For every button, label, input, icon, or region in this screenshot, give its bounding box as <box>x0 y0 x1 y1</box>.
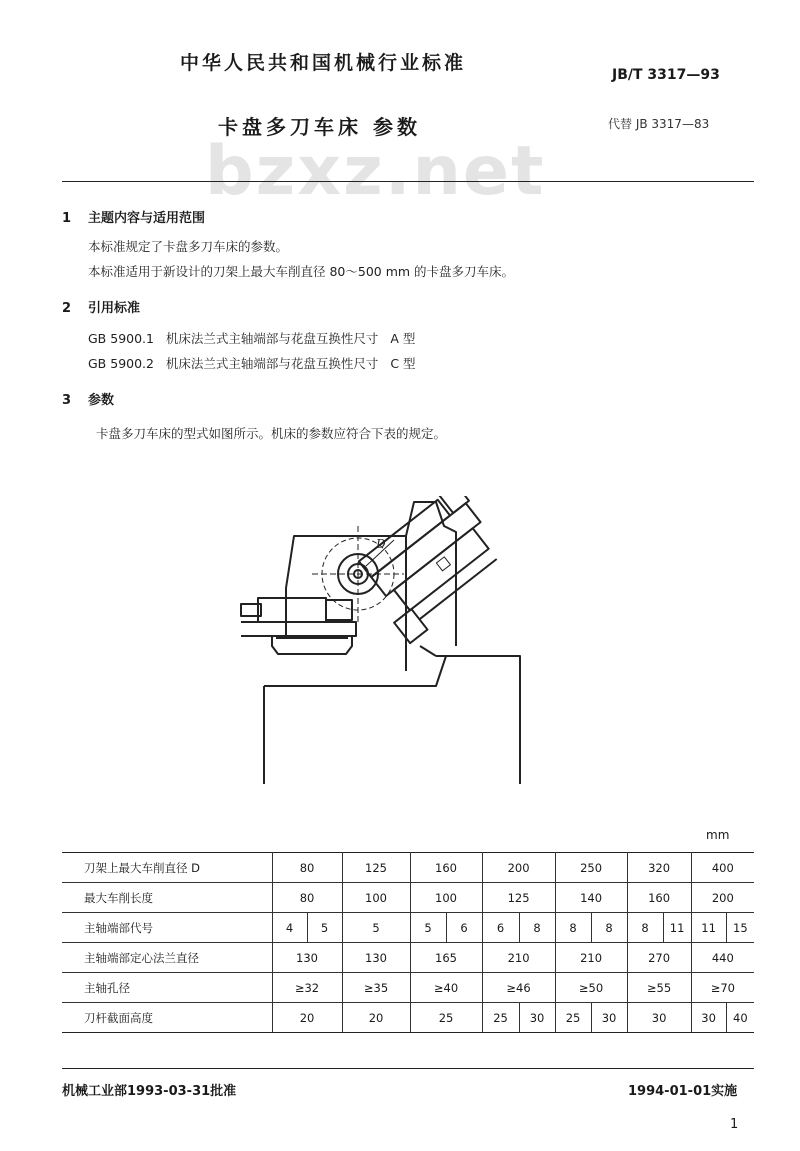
table-cell: 11 <box>663 913 691 943</box>
table-cell: 25 <box>555 1003 591 1033</box>
table-row-spindle-nose-code <box>62 913 754 943</box>
diameter-label: D <box>376 537 386 551</box>
row-label: 刀架上最大车削直径 D <box>62 853 272 883</box>
table-cell: 30 <box>519 1003 555 1033</box>
table-cell: 320 <box>627 853 691 883</box>
table-cell: 40 <box>726 1003 754 1033</box>
effective-date: 1994-01-01实施 <box>628 1084 738 1099</box>
table-cell: 8 <box>519 913 555 943</box>
standard-org-title: 中华人民共和国机械行业标准 <box>180 52 467 74</box>
table-row-max-turning-diameter <box>62 853 754 883</box>
table-cell: 80 <box>272 853 342 883</box>
table-cell: 440 <box>691 943 754 973</box>
table-cell: 15 <box>726 913 754 943</box>
row-label: 主轴孔径 <box>62 973 272 1003</box>
table-cell: ≥32 <box>272 973 342 1003</box>
table-cell: 270 <box>627 943 691 973</box>
table-row-max-turning-length <box>62 883 754 913</box>
table-cell: 165 <box>410 943 482 973</box>
row-label: 刀杆截面高度 <box>62 1003 272 1033</box>
approval-date: 机械工业部1993-03-31批准 <box>62 1084 237 1099</box>
table-cell: 6 <box>446 913 482 943</box>
table-cell: 100 <box>410 883 482 913</box>
table-cell: ≥55 <box>627 973 691 1003</box>
section-1-line-2: 本标准适用于新设计的刀架上最大车削直径 80～500 mm 的卡盘多刀车床。 <box>88 264 515 279</box>
table-cell: ≥35 <box>342 973 410 1003</box>
table-cell: 400 <box>691 853 754 883</box>
table-cell: 4 <box>272 913 307 943</box>
table-cell: 100 <box>342 883 410 913</box>
table-cell: 8 <box>555 913 591 943</box>
table-cell: 30 <box>591 1003 627 1033</box>
reference-standard-2: GB 5900.2 机床法兰式主轴端部与花盘互换性尺寸 C 型 <box>88 356 416 371</box>
table-cell: 5 <box>307 913 342 943</box>
lathe-diagram <box>236 496 536 786</box>
row-label: 主轴端部代号 <box>62 913 272 943</box>
table-cell: 250 <box>555 853 627 883</box>
table-cell: 20 <box>342 1003 410 1033</box>
table-row-flange-diameter <box>62 943 754 973</box>
table-cell: 20 <box>272 1003 342 1033</box>
replaces-standard: 代替 JB 3317—83 <box>608 117 710 131</box>
table-cell: 130 <box>272 943 342 973</box>
row-label: 主轴端部定心法兰直径 <box>62 943 272 973</box>
table-cell: 160 <box>627 883 691 913</box>
table-cell: 6 <box>482 913 519 943</box>
table-cell: 200 <box>482 853 555 883</box>
watermark: bzxz.net <box>205 132 546 211</box>
table-cell: 210 <box>555 943 627 973</box>
section-1-line-1: 本标准规定了卡盘多刀车床的参数。 <box>88 239 289 254</box>
header-rule <box>62 181 754 182</box>
footer-rule <box>62 1068 754 1069</box>
parameters-table <box>62 852 754 1033</box>
table-cell: 125 <box>342 853 410 883</box>
table-unit: mm <box>706 828 730 842</box>
section-3-line-1: 卡盘多刀车床的型式如图所示。机床的参数应符合下表的规定。 <box>96 426 447 441</box>
table-cell: 25 <box>410 1003 482 1033</box>
table-cell: 200 <box>691 883 754 913</box>
table-cell: ≥70 <box>691 973 754 1003</box>
table-cell: 160 <box>410 853 482 883</box>
table-cell: 30 <box>627 1003 691 1033</box>
table-cell: 30 <box>691 1003 726 1033</box>
table-row-spindle-bore <box>62 973 754 1003</box>
table-cell: 125 <box>482 883 555 913</box>
standard-number: JB/T 3317—93 <box>612 67 720 83</box>
section-2-heading: 2 引用标准 <box>62 301 141 316</box>
table-row-tool-shank-height <box>62 1003 754 1033</box>
table-cell: 130 <box>342 943 410 973</box>
section-1-heading: 1 主题内容与适用范围 <box>62 211 206 226</box>
table-cell: 140 <box>555 883 627 913</box>
table-cell: ≥50 <box>555 973 627 1003</box>
reference-standard-1: GB 5900.1 机床法兰式主轴端部与花盘互换性尺寸 A 型 <box>88 331 416 346</box>
page-number: 1 <box>730 1117 739 1132</box>
table-cell: ≥46 <box>482 973 555 1003</box>
section-3-heading: 3 参数 <box>62 393 115 408</box>
table-cell: 5 <box>342 913 410 943</box>
table-cell: 11 <box>691 913 726 943</box>
table-cell: 25 <box>482 1003 519 1033</box>
document-title: 卡盘多刀车床 参数 <box>218 115 421 139</box>
table-cell: 5 <box>410 913 446 943</box>
table-cell: 8 <box>591 913 627 943</box>
table-cell: 80 <box>272 883 342 913</box>
table-cell: 210 <box>482 943 555 973</box>
row-label: 最大车削长度 <box>62 883 272 913</box>
table-cell: ≥40 <box>410 973 482 1003</box>
table-cell: 8 <box>627 913 663 943</box>
